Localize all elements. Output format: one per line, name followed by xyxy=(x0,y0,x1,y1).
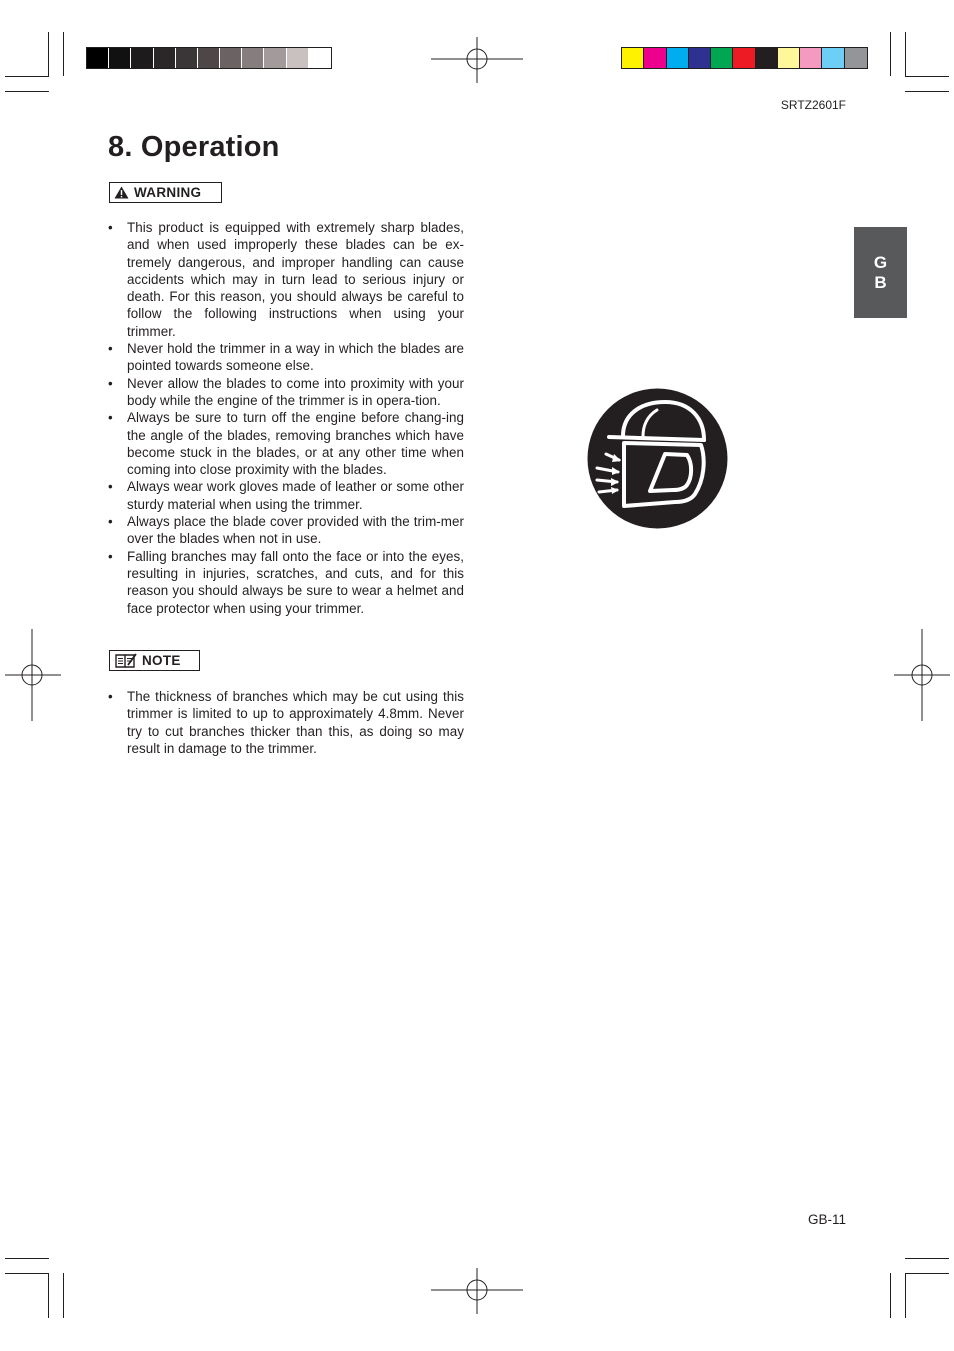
color-swatch xyxy=(109,48,131,68)
note-list xyxy=(108,688,464,757)
list-item: • Never allow the blades to come into proximity with your body while the engine of the trimmer is in opera-tion. xyxy=(108,375,464,410)
color-swatch xyxy=(622,48,644,68)
list-item: • Never hold the trimmer in a way in which the blades are pointed towards someone else. xyxy=(108,340,464,375)
language-tab-letter-1: G xyxy=(873,253,888,272)
color-swatch xyxy=(778,48,800,68)
color-swatch xyxy=(176,48,198,68)
document-code: SRTZ2601F xyxy=(780,98,846,112)
list-item: • Always be sure to turn off the engine before chang-ing the angle of the blades, removing branches which have become stuck in the blades, or at any other time when coming into close proximity with the blades. xyxy=(108,409,464,478)
language-tab-letter-2: B xyxy=(874,273,887,292)
registration-mark-bottom xyxy=(431,1268,523,1314)
note-label-text: NOTE xyxy=(142,653,181,668)
color-swatch xyxy=(154,48,176,68)
color-swatch xyxy=(733,48,755,68)
helmet-face-shield-icon xyxy=(587,388,728,529)
color-swatch xyxy=(800,48,822,68)
registration-mark-left xyxy=(5,629,61,721)
registration-mark-top xyxy=(431,37,523,83)
color-swatch xyxy=(131,48,153,68)
warning-triangle-icon xyxy=(114,186,129,199)
color-swatch xyxy=(309,48,331,68)
list-item: • Always place the blade cover provided with the trim-mer over the blades when not in use. xyxy=(108,513,464,548)
process-color-bar xyxy=(621,47,868,69)
list-item: • Always wear work gloves made of leather or some other sturdy material when using the trimmer. xyxy=(108,478,464,513)
color-swatch xyxy=(822,48,844,68)
color-swatch xyxy=(220,48,242,68)
color-swatch xyxy=(667,48,689,68)
color-swatch xyxy=(644,48,666,68)
warning-list xyxy=(108,219,464,617)
list-item: • The thickness of branches which may be cut using this trimmer is limited to up to approximately 4.8mm. Never try to cut branches thicker than this, as doing so may result in damage to the trimmer. xyxy=(108,688,464,757)
note-label xyxy=(109,650,200,671)
list-item: • Falling branches may fall onto the face or into the eyes, resulting in injuries, scratches, and cuts, and for this reason you should always be sure to wear a helmet and face protector when using your trimmer. xyxy=(108,548,464,617)
color-swatch xyxy=(689,48,711,68)
color-swatch xyxy=(756,48,778,68)
color-swatch xyxy=(87,48,109,68)
warning-label-text: WARNING xyxy=(134,185,202,200)
color-swatch xyxy=(198,48,220,68)
registration-mark-right xyxy=(894,629,950,721)
notebook-icon xyxy=(115,653,137,668)
language-tab xyxy=(854,227,907,318)
page-number: GB-11 xyxy=(807,1212,846,1227)
list-item: • This product is equipped with extremely sharp blades, and when used improperly these blades can be ex-tremely dangerous, and improper handling can cause accidents which may in turn lead to serious injury or death. For this reason, you should always be careful to follow the following instructions when using your trimmer. xyxy=(108,219,464,340)
color-swatch xyxy=(242,48,264,68)
color-swatch xyxy=(287,48,309,68)
warning-label xyxy=(109,182,222,203)
grayscale-color-bar xyxy=(86,47,332,69)
color-swatch xyxy=(845,48,867,68)
color-swatch xyxy=(711,48,733,68)
page-title: 8. Operation xyxy=(108,131,280,163)
color-swatch xyxy=(264,48,286,68)
